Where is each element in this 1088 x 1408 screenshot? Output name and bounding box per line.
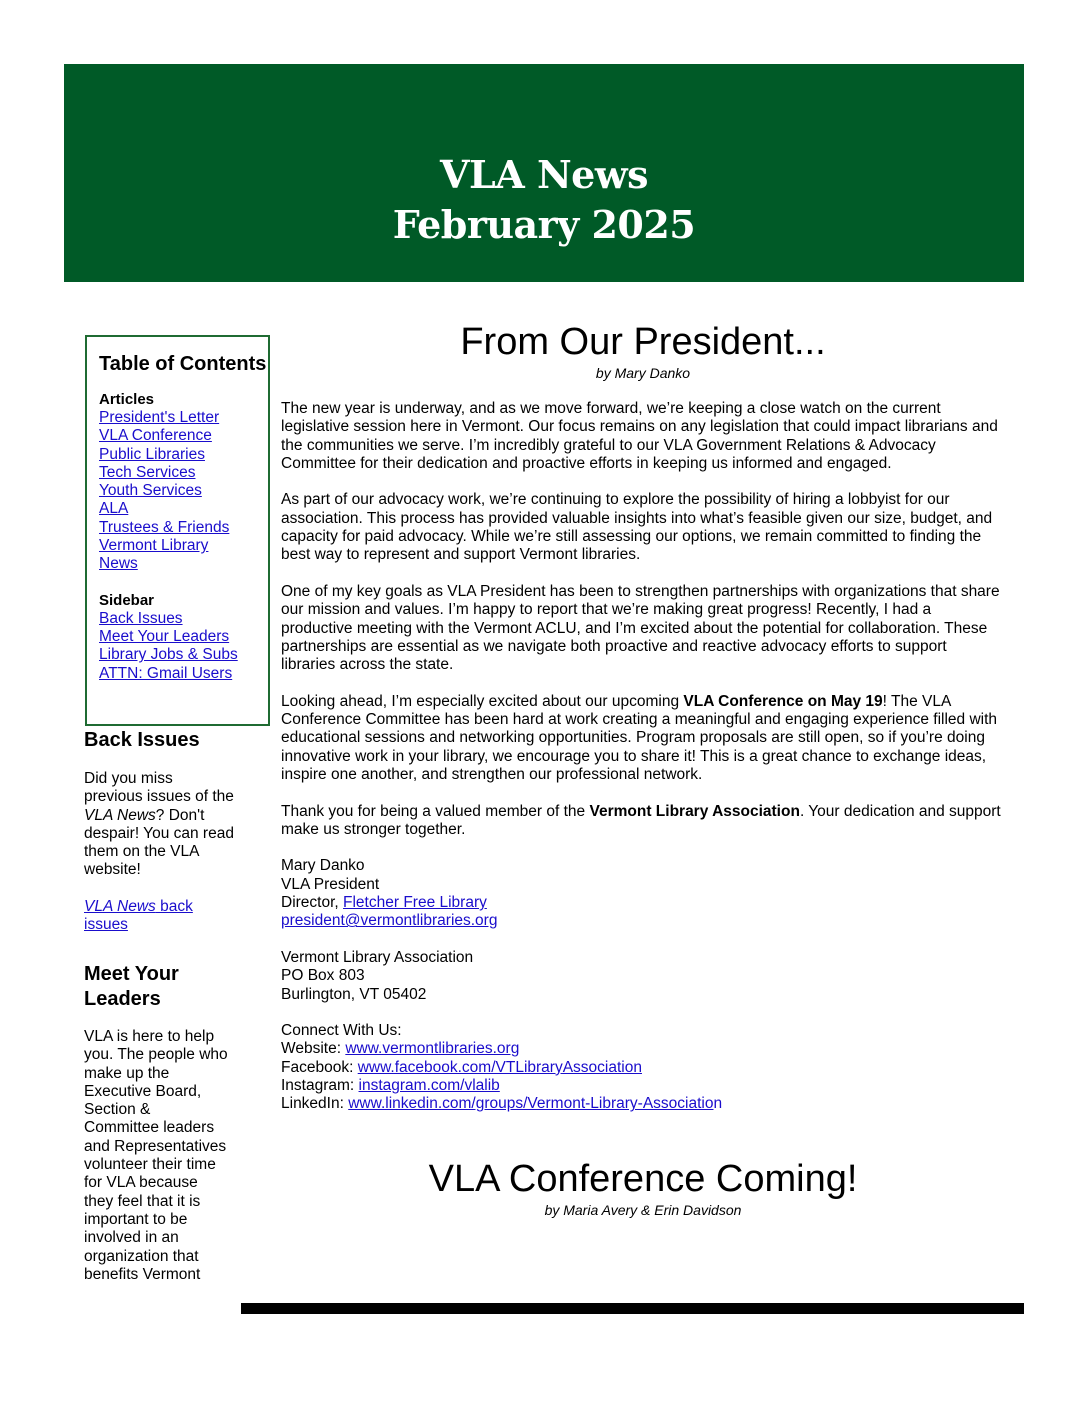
paragraph: The new year is underway, and as we move forward, we’re keeping a close watch on the current legislative session here in Vermont. Our focus remains on any legislation that could impact librarians and the communities we serve. I’m incredibly grateful to our VLA Government Relations & Advocacy Committee for their dedication and proactive efforts in keeping us informed and engaged. bbox=[281, 400, 998, 472]
address-block: Vermont Library Association PO Box 803 Burlington, VT 05402 bbox=[281, 948, 474, 1003]
toc-link-ala[interactable]: ALA bbox=[99, 500, 129, 518]
back-issues-link-para bbox=[84, 898, 214, 935]
signature-name: Mary Danko bbox=[281, 857, 365, 875]
toc-articles-label: Articles bbox=[99, 391, 155, 408]
paragraph: Looking ahead, I’m especially excited about our upcoming VLA Conference on May 19! The VLA Conference Committee has been hard at work creating a meaningful and engaging experience filled with educational sessions and networking opportunities. Program proposals are still open, so if you’re doing innovative work in your library, we encourage you to share it! This is a great chance to exchange ideas, inspire one another, and strengthen our professional network. bbox=[281, 692, 998, 783]
paragraph: One of my key goals as VLA President has been to strengthen partnerships with organizations that share our mission and values. I’m happy to report that we’re making great progress! Recently, I had a productive meeting with the Vermont ACLU, and I’m excited about the potential for collaboration. These partnerships are essential as we navigate both proactive and reactive advocacy efforts to support libraries across the state. bbox=[281, 582, 1000, 674]
toc-link-youth-services[interactable]: Youth Services bbox=[99, 482, 202, 500]
president-article-title: From Our President... bbox=[460, 321, 826, 363]
back-issues-heading: Back Issues bbox=[84, 729, 200, 751]
section-divider bbox=[241, 1303, 1024, 1314]
leaders-heading: Meet Your Leaders bbox=[84, 963, 179, 1010]
connect-block: Connect With Us: Website: www.vermontlibraries.org Facebook: www.facebook.com/VTLibraryAssociation Instagram: instagram.com/vlalib LinkedIn: www.linkedin.com/groups/Vermont-Library-Association bbox=[281, 1022, 1001, 1113]
back-issues-text: Did you miss previous issues of the VLA News? Don't despair! You can read them on the VLA website! bbox=[84, 770, 234, 879]
toc-link-tech-services[interactable]: Tech Services bbox=[99, 463, 196, 481]
president-article-body bbox=[281, 400, 1001, 1114]
conference-article-title: VLA Conference Coming! bbox=[428, 1158, 858, 1200]
signature-block bbox=[281, 857, 1001, 930]
toc-sidebar-label: Sidebar bbox=[99, 591, 155, 609]
website-link[interactable]: www.vermontlibraries.org bbox=[345, 1040, 520, 1058]
toc-link-vla-conference[interactable]: VLA Conference bbox=[99, 427, 212, 445]
toc-link-gmail-users[interactable]: ATTN: Gmail Users bbox=[99, 664, 233, 682]
signature-director: Director, Fletcher Free Library bbox=[281, 894, 487, 912]
leaders-text: VLA is here to help you. The people who make up the Executive Board, Section & Committee leaders and Representatives volunteer their time for VLA because they feel that it is important to be involved in an organization that benefits Vermont bbox=[84, 1028, 228, 1283]
table-of-contents bbox=[85, 335, 270, 726]
signature-role: VLA President bbox=[281, 875, 380, 893]
paragraph: As part of our advocacy work, we’re continuing to explore the possibility of hiring a lobbyist for our association. This process has provided valuable insights into what’s feasible given our size, budget, and capacity for paid advocacy. While we’re still assessing our options, we remain committed to finding the best way to represent and support Vermont libraries. bbox=[281, 491, 993, 564]
toc-link-library-jobs[interactable]: Library Jobs & Subs bbox=[99, 646, 238, 664]
toc-link-trustees-friends[interactable]: Trustees & Friends bbox=[99, 518, 230, 536]
toc-link-presidents-letter[interactable]: President's Letter bbox=[99, 409, 220, 426]
connect-label: Connect With Us: bbox=[281, 1022, 402, 1040]
toc-link-back-issues[interactable]: Back Issues bbox=[99, 609, 183, 627]
fletcher-free-library-link[interactable]: Fletcher Free Library bbox=[343, 894, 487, 912]
toc-link-public-libraries[interactable]: Public Libraries bbox=[99, 445, 205, 463]
sidebar-meet-your-leaders bbox=[84, 962, 229, 1284]
linkedin-link[interactable]: www.linkedin.com/groups/Vermont-Library-Associatio bbox=[348, 1095, 714, 1113]
back-issues-link[interactable]: VLA News back issues bbox=[84, 897, 193, 934]
facebook-link[interactable]: www.facebook.com/VTLibraryAssociation bbox=[357, 1058, 642, 1076]
masthead-banner bbox=[64, 64, 1024, 282]
toc-sidebar-list bbox=[99, 610, 269, 683]
toc-link-vermont-library-news[interactable]: Vermont Library News bbox=[99, 537, 209, 573]
sidebar-back-issues bbox=[84, 728, 234, 934]
newsletter-title: VLA News bbox=[440, 152, 648, 197]
paragraph: Thank you for being a valued member of the Vermont Library Association. Your dedication and support make us stronger together. bbox=[281, 802, 1001, 838]
toc-link-meet-your-leaders[interactable]: Meet Your Leaders bbox=[99, 627, 230, 645]
toc-heading: Table of Contents bbox=[99, 353, 267, 375]
instagram-link[interactable]: instagram.com/vlalib bbox=[358, 1076, 500, 1094]
conference-article-byline: by Maria Avery & Erin Davidson bbox=[544, 1202, 742, 1218]
toc-articles-list bbox=[99, 409, 269, 574]
president-article-byline: by Mary Danko bbox=[595, 365, 691, 381]
newsletter-issue-date: February 2025 bbox=[392, 202, 696, 247]
president-email-link[interactable]: president@vermontlibraries.org bbox=[281, 912, 498, 930]
